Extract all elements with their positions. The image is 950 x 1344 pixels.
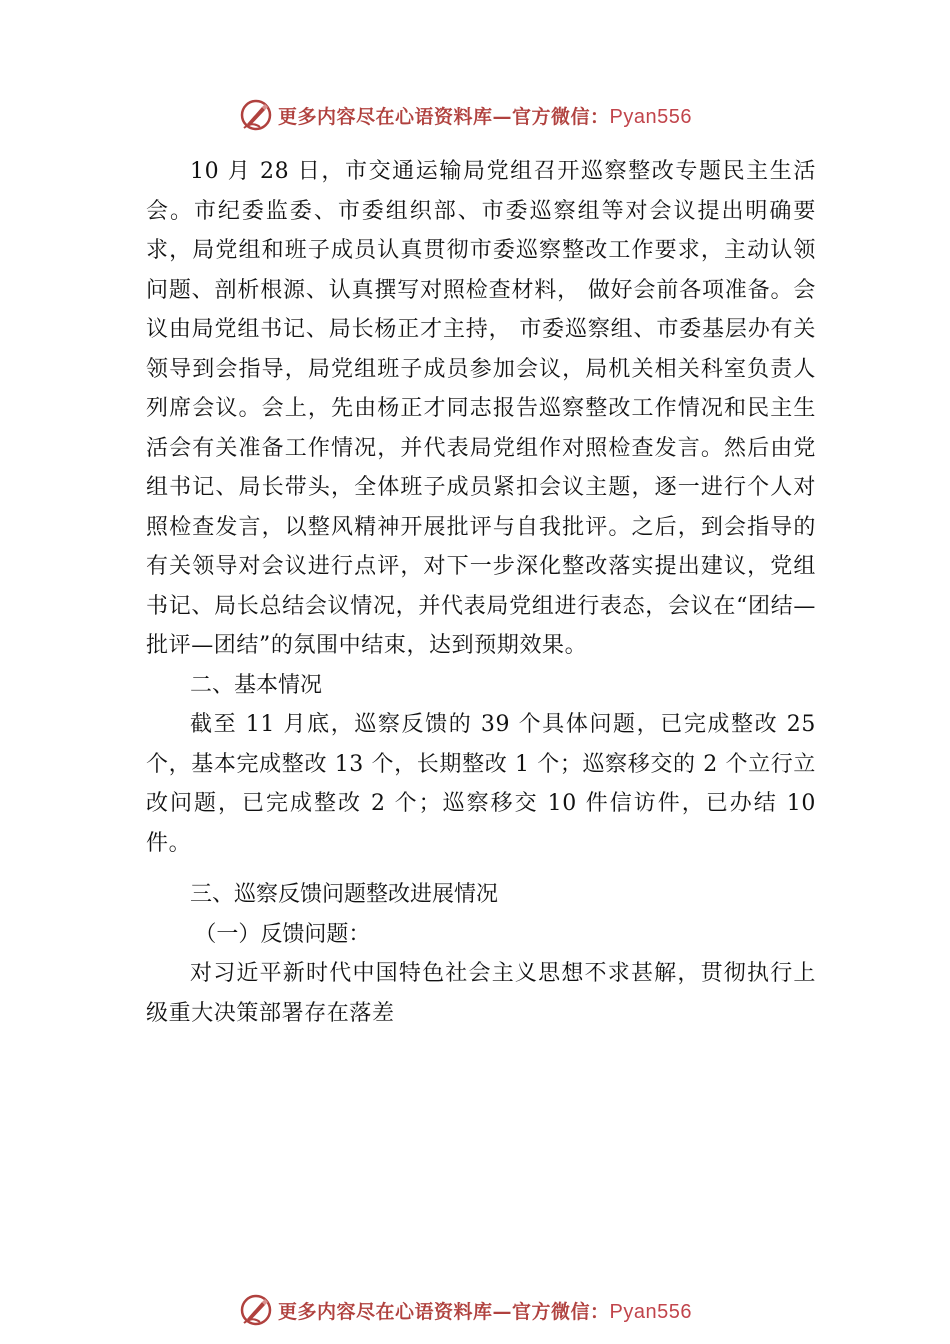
watermark-label: 更多内容尽在心语资料库—官方微信： <box>278 105 610 128</box>
document-body <box>146 152 816 1033</box>
watermark-text <box>278 102 692 129</box>
header-watermark <box>238 95 692 135</box>
pen-seal-icon <box>238 97 274 133</box>
section-heading-basic-situation: 二、基本情况 <box>190 672 323 698</box>
watermark-wechat-id: Pyan556 <box>609 1300 692 1323</box>
watermark-text <box>278 1297 692 1324</box>
watermark-wechat-id: Pyan556 <box>609 105 692 128</box>
watermark-label: 更多内容尽在心语资料库—官方微信： <box>278 1300 610 1323</box>
paragraph-feedback-issue-1: 对习近平新时代中国特色社会主义思想不求甚解，贯彻执行上级重大决策部署存在落差 <box>146 961 816 1026</box>
subheading-feedback-issues: （一）反馈问题： <box>194 921 371 947</box>
footer-watermark <box>238 1290 692 1330</box>
section-heading-rectification-progress: 三、巡察反馈问题整改进展情况 <box>190 882 499 907</box>
paragraph-basic-situation: 截至 11 月底，巡察反馈的 39 个具体问题，已完成整改 25 个，基本完成整改 13 个，长期整改 1 个；巡察移交的 2 个立行立改问题，已完成整改 2 个；巡察移交 10 件信访件，已办结 10 件。 <box>146 712 816 856</box>
paragraph-meeting-summary: 10 月 28 日，市交通运输局党组召开巡察整改专题民主生活会。市纪委监委、市委组织部、市委巡察组等对会议提出明确要求，局党组和班子成员认真贯彻市委巡察整改工作要求，主动认领问题、剖析根源、认真撰写对照检查材料， 做好会前各项准备。会议由局党组书记、局长杨正才主持， 市委巡察组、市委基层办有关领导到会指导，局党组班子成员参加会议，局机关相关科室负责人列席会议。会上，先由杨正才同志报告巡察整改工作情况和民主生活会有关准备工作情况，并代表局党组作对照检查发言。然后由党组书记、局长带头，全体班子成员紧扣会议主题，逐一进行个人对照检查发言，以整风精神开展批评与自我批评。之后，到会指导的有关领导对会议进行点评，对下一步深化整改落实提出建议，党组书记、局长总结会议情况，并代表局党组进行表态，会议在“团结—批评—团结”的氛围中结束，达到预期效果。 <box>146 159 816 658</box>
pen-seal-icon <box>238 1292 274 1328</box>
